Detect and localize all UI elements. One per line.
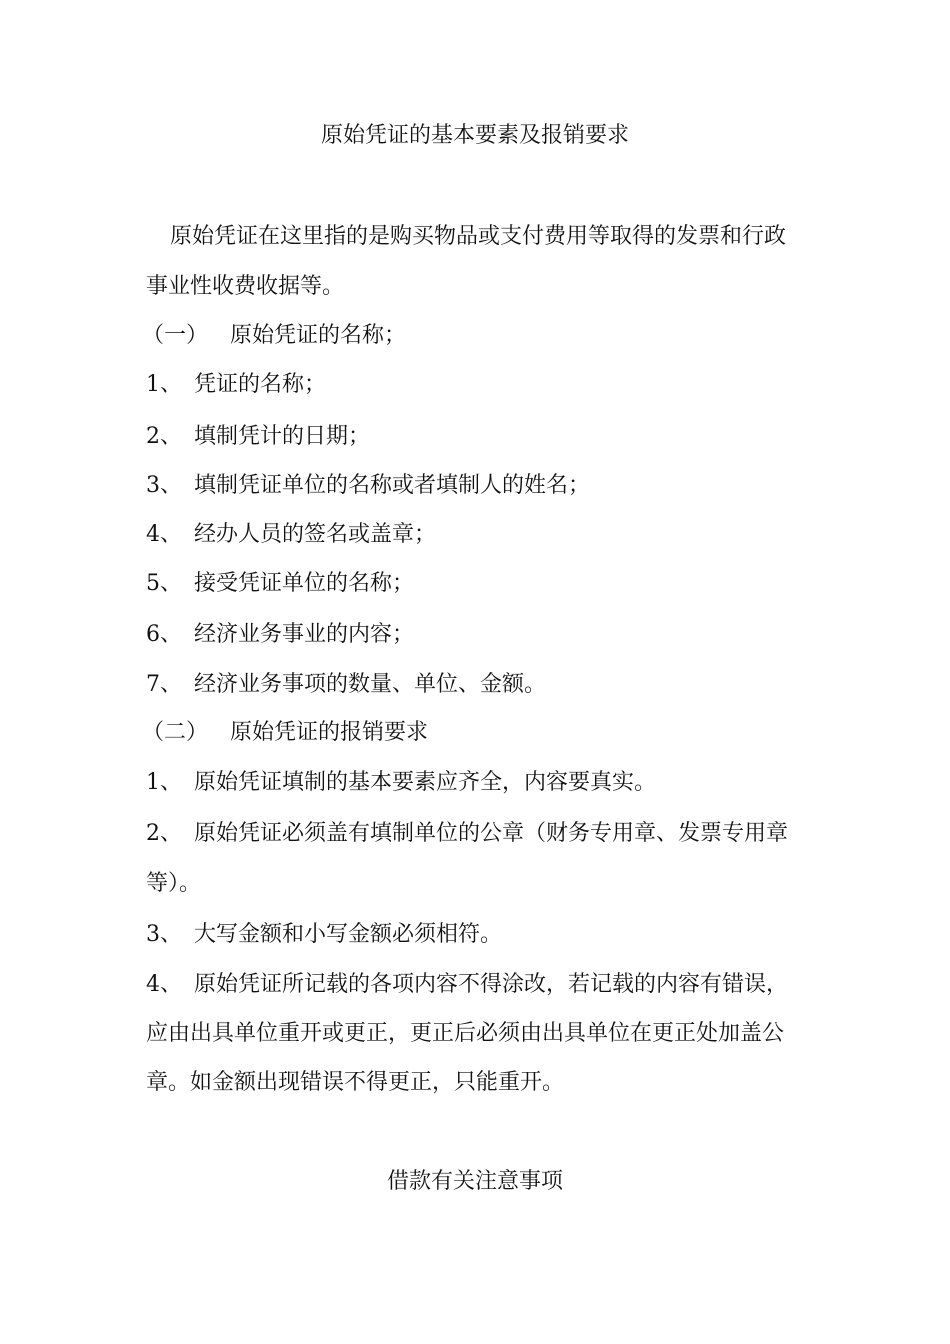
item-text: 大写金额和小写金额必须相符。 bbox=[194, 922, 503, 947]
section-title-loan-notes: 借款有关注意事项 bbox=[386, 1169, 563, 1194]
item-text: 填制凭计的日期； bbox=[194, 424, 371, 449]
section-2-title: 原始凭证的报销要求 bbox=[230, 720, 429, 745]
item-number: 4、 bbox=[146, 522, 182, 547]
item-number: 4、 bbox=[146, 972, 182, 997]
section-2-item-3 bbox=[146, 920, 502, 950]
section-2-item-1 bbox=[146, 768, 656, 798]
item-text: 填制凭证单位的名称或者填制人的姓名； bbox=[194, 473, 591, 498]
section-2-item-2-continuation: 等）。 bbox=[146, 871, 202, 896]
item-text: 经济业务事项的数量、单位、金额。 bbox=[194, 672, 547, 697]
section-2-item-2 bbox=[146, 819, 788, 849]
item-number: 1、 bbox=[146, 372, 182, 397]
item-text: 经办人员的签名或盖章； bbox=[194, 522, 437, 547]
section-1-heading bbox=[142, 321, 407, 351]
item-text: 经济业务事业的内容； bbox=[194, 622, 415, 647]
item-number: 2、 bbox=[146, 821, 182, 846]
item-text: 原始凭证必须盖有填制单位的公章（财务专用章、发票专用章 bbox=[194, 821, 789, 846]
section-2-number: （二） bbox=[142, 720, 209, 745]
item-number: 1、 bbox=[146, 770, 182, 795]
item-text: 接受凭证单位的名称； bbox=[194, 571, 415, 596]
item-number: 7、 bbox=[146, 672, 182, 697]
section-1-item-4 bbox=[146, 520, 436, 550]
intro-line-1: 原始凭证在这里指的是购买物品或支付费用等取得的发票和行政 bbox=[170, 224, 787, 249]
item-number: 3、 bbox=[146, 473, 182, 498]
item-number: 6、 bbox=[146, 622, 182, 647]
section-1-item-1 bbox=[146, 370, 326, 400]
section-2-heading bbox=[142, 718, 429, 748]
item-number: 3、 bbox=[146, 922, 182, 947]
section-1-title: 原始凭证的名称； bbox=[230, 323, 407, 348]
section-1-item-2 bbox=[146, 422, 370, 452]
item-text: 原始凭证填制的基本要素应齐全，内容要真实。 bbox=[194, 770, 657, 795]
section-2-item-4-continuation-2: 章。如金额出现错误不得更正，只能重开。 bbox=[146, 1070, 565, 1095]
section-1-item-7 bbox=[146, 670, 546, 700]
section-1-item-6 bbox=[146, 620, 414, 650]
section-1-item-3 bbox=[146, 471, 590, 501]
item-number: 2、 bbox=[146, 424, 182, 449]
section-2-item-4-continuation-1: 应由出具单位重开或更正，更正后必须由出具单位在更正处加盖公 bbox=[146, 1021, 785, 1046]
document-title: 原始凭证的基本要素及报销要求 bbox=[320, 123, 629, 148]
intro-line-2: 事业性收费收据等。 bbox=[146, 274, 345, 299]
item-text: 原始凭证所记载的各项内容不得涂改，若记载的内容有错误， bbox=[194, 972, 789, 997]
section-1-number: （一） bbox=[142, 323, 209, 348]
section-2-item-4 bbox=[146, 970, 788, 1000]
item-number: 5、 bbox=[146, 571, 182, 596]
item-text: 凭证的名称； bbox=[194, 372, 327, 397]
section-1-item-5 bbox=[146, 569, 414, 599]
